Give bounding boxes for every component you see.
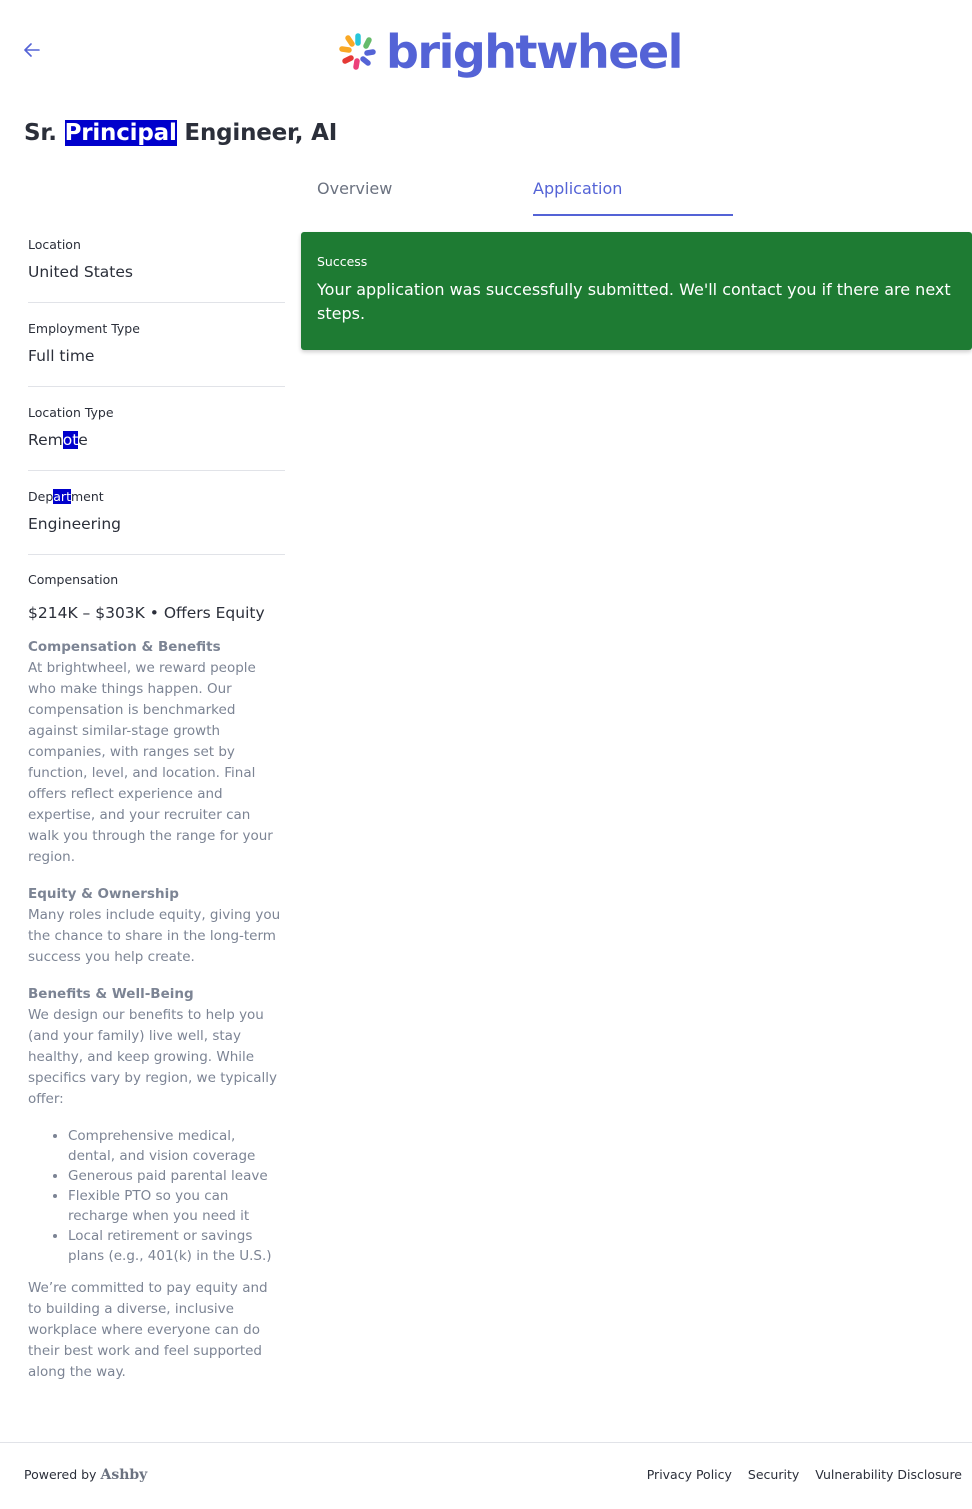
location-type-value [28,428,285,452]
location-type-value-part: e [78,431,88,449]
compensation-value: $214K – $303K • Offers Equity [28,604,265,622]
list-item: • Local retirement or savings plans (e.g., 401(k) in the U.S.) [68,1226,285,1266]
powered-by [24,1467,147,1483]
tab-bar [301,170,972,216]
toast-title: Success [317,254,368,269]
footer [0,1442,972,1509]
benefits-text: We design our benefits to help you (and your family) live well, stay healthy, and keep growing. While specifics vary by region, we typically offer: [28,1007,277,1107]
arrow-left-icon [24,43,40,57]
tab-application[interactable]: Application [533,170,733,216]
security-link[interactable]: Security [747,1467,800,1482]
job-title-prefix: Sr. [24,120,65,146]
location-type-value-highlight: ot [62,431,79,449]
benefits-list [28,1126,285,1266]
footer-links [647,1467,962,1482]
location-type-field [28,387,285,471]
employment-type-label: Employment Type [28,321,140,336]
equity-text: Many roles include equity, giving you the chance to share in the long-term success you help create. [28,907,281,965]
department-label-part: Dep [28,489,54,504]
compensation-field [28,555,285,625]
department-value: Engineering [28,515,121,533]
compensation-description [28,637,285,1383]
location-type-value-part: Rem [28,431,63,449]
department-label [28,488,285,506]
pinwheel-logo-icon [336,30,380,74]
job-title-suffix: Engineer, AI [176,120,338,146]
location-type-label: Location Type [28,405,114,420]
job-title-highlight: Principal [64,120,177,146]
employment-type-value: Full time [28,347,95,365]
equity-heading: Equity & Ownership [28,886,179,902]
list-item: • Generous paid parental leave [68,1166,285,1186]
toast-message: Your application was successfully submitted. We'll contact you if there are next steps. [317,280,951,323]
success-toast [301,232,972,350]
vulnerability-disclosure-link[interactable]: Vulnerability Disclosure [815,1467,962,1482]
list-item: • Flexible PTO so you can recharge when you need it [68,1186,285,1226]
ashby-logo-link[interactable]: Ashby [100,1467,148,1483]
compensation-label: Compensation [28,572,119,587]
job-details-sidebar [28,232,285,1399]
closing-text: We’re committed to pay equity and to building a diverse, inclusive workplace where everyone can do their best work and feel supported along the way. [28,1280,268,1380]
privacy-policy-link[interactable]: Privacy Policy [646,1467,732,1482]
list-item: • Comprehensive medical, dental, and vision coverage [68,1126,285,1166]
department-label-part: ment [70,489,104,504]
employment-type-field [28,303,285,387]
location-label: Location [28,237,81,252]
comp-benefits-text: At brightwheel, we reward people who make things happen. Our compensation is benchmarked against similar-stage growth companies, with ranges set by function, level, and location. Final offers reflect experience and expertise, and your recruiter can walk you through the range for your region. [28,660,273,865]
back-button[interactable] [18,36,46,64]
tab-overview[interactable]: Overview [317,179,393,198]
benefits-heading: Benefits & Well-Being [28,986,194,1002]
brand-wordmark: brightwheel [386,25,682,79]
department-field [28,471,285,555]
location-value: United States [28,263,133,281]
powered-by-label: Powered by [24,1467,97,1482]
job-title [24,120,337,146]
department-label-highlight: art [53,489,71,504]
comp-benefits-heading: Compensation & Benefits [28,639,221,655]
location-field [28,232,285,303]
brightwheel-logo[interactable] [336,24,682,80]
